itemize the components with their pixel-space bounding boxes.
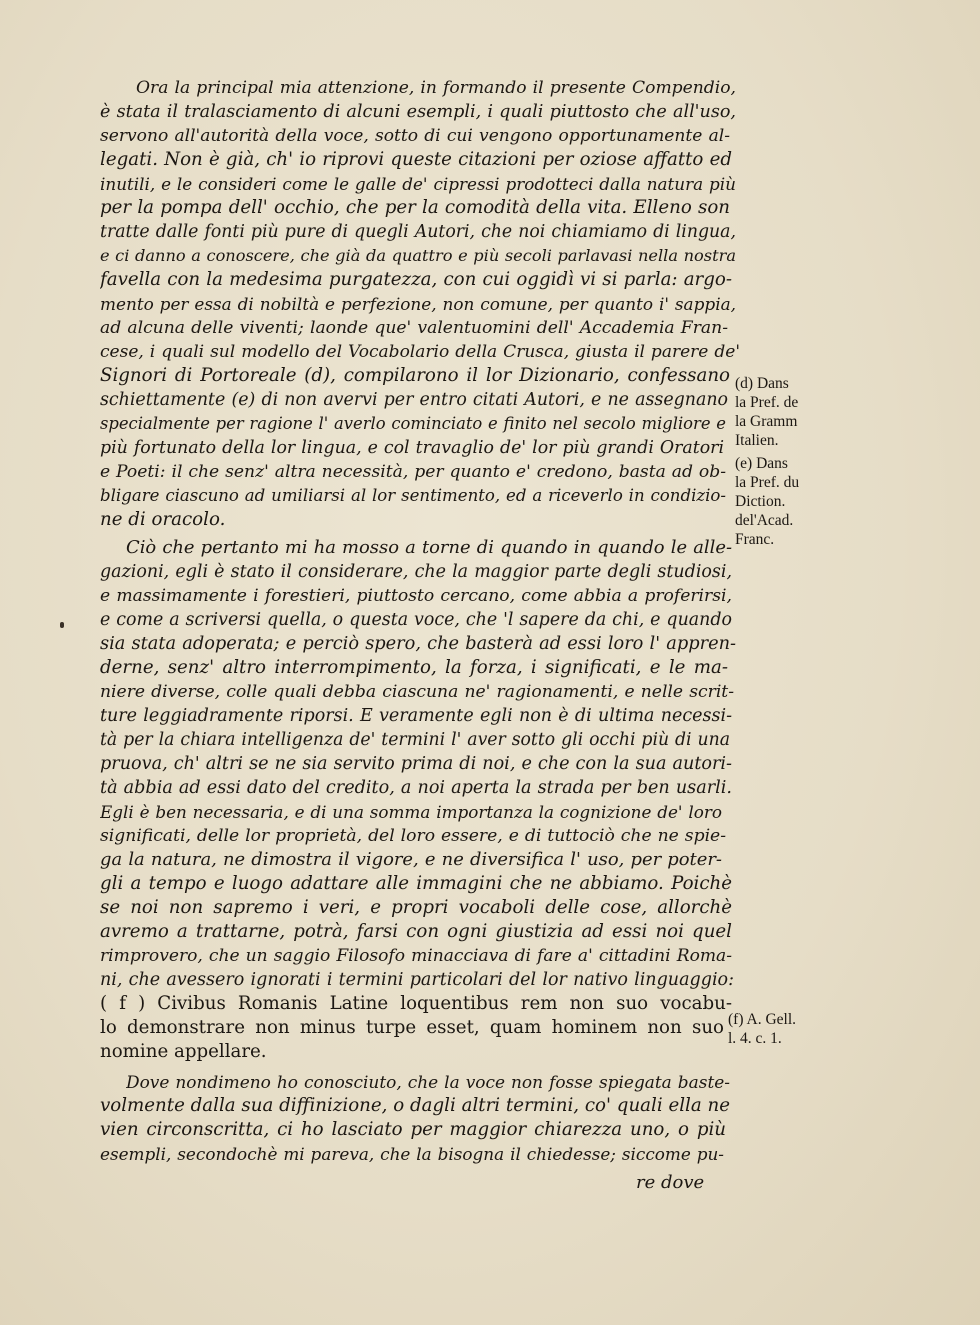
text-line: schiettamente (e) di non avervi per entro citati Autori, e ne assegnano — [100, 390, 728, 410]
text-line: tà abbia ad essi dato del credito, a noi aperta la strada per ben usarli. — [100, 778, 732, 798]
margin-note-line: Diction. — [735, 493, 786, 510]
text-line: Dove nondimeno ho conosciuto, che la voce non fosse spiegata baste- — [126, 1072, 730, 1092]
text-line: inutili, e le consideri come le galle de' cipressi prodotteci dalla natura più — [100, 174, 736, 194]
text-line: tà per la chiara intelligenza de' termini l' aver sotto gli occhi più di una — [100, 730, 730, 750]
catchword: re dove — [636, 1172, 705, 1193]
margin-note-line: (d) Dans — [735, 375, 789, 392]
text-line: e ci danno a conoscere, che già da quattro e più secoli parlavasi nella nostra — [100, 246, 736, 265]
text-line: tratte dalle fonti più pure di quegli Autori, che noi chiamiamo di lingua, — [100, 222, 736, 242]
margin-note-e — [735, 454, 825, 549]
margin-note-line: l. 4. c. 1. — [728, 1030, 782, 1047]
text-line: ad alcuna delle viventi; laonde que' valentuomini dell' Accademia Fran- — [100, 318, 728, 338]
text-line: Egli è ben necessaria, e di una somma importanza la cognizione de' loro — [100, 802, 722, 822]
margin-note-line: la Gramm — [735, 413, 798, 430]
margin-note-line: Franc. — [735, 531, 775, 548]
text-line: significati, delle lor proprietà, del loro essere, e di tuttociò che ne spie- — [100, 826, 726, 846]
margin-note-line: la Pref. du — [735, 474, 800, 491]
text-line: niere diverse, colle quali debba ciascuna ne' ragionamenti, e nelle scrit- — [100, 682, 734, 702]
text-line: è stata il tralasciamento di alcuni esempli, i quali piuttosto che all'uso, — [100, 102, 736, 122]
text-line: specialmente per ragione l' averlo cominciato e finito nel secolo migliore e — [100, 414, 726, 433]
margin-note-d — [735, 374, 825, 450]
text-line: favella con la medesima purgatezza, con cui oggidì vi si parla: argo- — [100, 269, 732, 290]
text-line: Ciò che pertanto mi ha mosso a torne di quando in quando le alle- — [126, 537, 732, 558]
text-line: e massimamente i forestieri, piuttosto cercano, come abbia a proferirsi, — [100, 586, 732, 606]
text-line: vien circonscritta, ci ho lasciato per maggior chiarezza uno, o più — [100, 1119, 726, 1140]
text-line: ne di oracolo. — [100, 509, 226, 530]
text-line: pruova, ch' altri se ne sia servito prima di noi, e che con la sua autori- — [100, 754, 732, 774]
text-line: e Poeti: il che senz' altra necessità, per quanto e' credono, basta ad ob- — [100, 462, 726, 482]
text-line: rimprovero, che un saggio Filosofo minacciava di fare a' cittadini Roma- — [100, 946, 732, 966]
text-line: esempli, secondochè mi pareva, che la bisogna il chiedesse; siccome pu- — [100, 1144, 724, 1164]
text-line: gazioni, egli è stato il considerare, che la maggior parte degli studiosi, — [100, 562, 732, 582]
latin-quote-line: nomine appellare. — [100, 1041, 267, 1062]
margin-note-line: (f) A. Gell. — [728, 1011, 797, 1028]
text-line: se noi non sapremo i veri, e propri vocaboli delle cose, allorchè — [100, 897, 732, 918]
margin-note-f — [728, 1010, 818, 1048]
text-line: e come a scriversi quella, o questa voce, che 'l sapere da chi, e quando — [100, 610, 732, 630]
text-line: legati. Non è già, ch' io riprovi queste citazioni per oziose affatto ed — [100, 149, 732, 170]
text-line: ga la natura, ne dimostra il vigore, e ne diversifica l' uso, per poter- — [100, 849, 722, 870]
text-line: ni, che avessero ignorati i termini particolari del lor nativo linguaggio: — [100, 970, 734, 990]
text-line: sia stata adoperata; e perciò spero, che basterà ad essi loro l' appren- — [100, 634, 736, 654]
text-line: cese, i quali sul modello del Vocabolario della Crusca, giusta il parere de' — [100, 342, 740, 362]
text-line: Signori di Portoreale (d), compilarono il lor Dizionario, confessano — [100, 365, 730, 386]
text-line: servono all'autorità della voce, sotto di cui vengono opportunamente al- — [100, 126, 730, 146]
margin-note-line: Italien. — [735, 432, 779, 449]
text-line: ture leggiadramente riporsi. E veramente egli non è di ultima necessi- — [100, 706, 732, 726]
margin-note-line: del'Acad. — [735, 512, 794, 529]
text-line: derne, senz' altro interrompimento, la forza, i significati, e le ma- — [100, 657, 728, 678]
text-line: Ora la principal mia attenzione, in formando il presente Compendio, — [136, 78, 736, 98]
text-line: per la pompa dell' occhio, che per la comodità della vita. Elleno son — [100, 197, 730, 218]
margin-note-line: (e) Dans — [735, 455, 788, 472]
margin-note-line: la Pref. de — [735, 394, 799, 411]
text-line: volmente dalla sua diffinizione, o dagli altri termini, co' quali ella ne — [100, 1095, 730, 1116]
text-line: bligare ciascuno ad umiliarsi al lor sentimento, ed a riceverlo in condizio- — [100, 486, 726, 505]
text-line: avremo a trattarne, potrà, farsi con ogni giustizia ad essi noi quel — [100, 921, 732, 942]
ink-speck — [60, 622, 64, 628]
latin-quote-line: ( f ) Civibus Romanis Latine loquentibus rem non suo vocabu- — [100, 993, 732, 1014]
latin-quote-line: lo demonstrare non minus turpe esset, quam hominem non suo — [100, 1017, 724, 1038]
text-line: mento per essa di nobiltà e perfezione, non comune, per quanto i' sappia, — [100, 294, 736, 314]
text-line: più fortunato della lor lingua, e col travaglio de' lor più grandi Oratori — [100, 438, 724, 458]
text-line: gli a tempo e luogo adattare alle immagini che ne abbiamo. Poichè — [100, 873, 732, 894]
